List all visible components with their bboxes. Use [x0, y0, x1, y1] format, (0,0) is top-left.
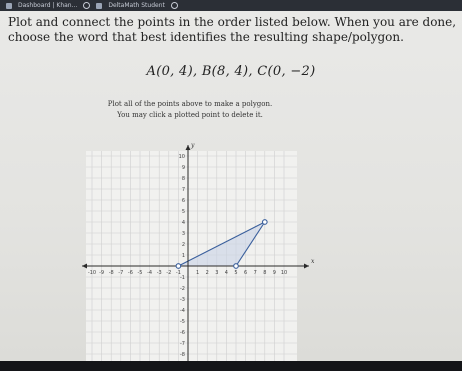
x-tick-label: -10 [87, 270, 97, 276]
y-tick-label: -8 [180, 352, 185, 358]
hint-plot-points: Plot all of the points above to make a polygon. [107, 100, 273, 108]
points-expression: A(0, 4), B(8, 4), C(0, −2) [146, 64, 316, 79]
y-tick-label: 3 [181, 231, 185, 237]
x-tick-label: 3 [215, 270, 219, 276]
plotted-point[interactable] [234, 264, 239, 269]
x-tick-label: 4 [224, 270, 228, 276]
tab-favicon-icon [96, 3, 102, 9]
tab-khan[interactable]: Dashboard | Khan... [18, 2, 78, 9]
loading-icon [171, 2, 178, 9]
x-tick-label: -7 [118, 270, 124, 276]
y-tick-label: -5 [180, 319, 185, 325]
x-tick-label: -1 [175, 270, 181, 276]
y-tick-label: -7 [180, 341, 185, 347]
x-axis-arrow-right-icon [304, 264, 309, 269]
y-axis-arrow-up-icon [186, 145, 191, 150]
y-tick-label: -3 [180, 297, 185, 303]
y-tick-label: 7 [181, 187, 185, 193]
plotted-point[interactable] [176, 264, 181, 269]
bottom-bar [0, 361, 462, 371]
browser-tab-bar [0, 0, 462, 11]
y-tick-label: -2 [180, 286, 185, 292]
grid [86, 151, 297, 361]
x-tick-label: -9 [99, 270, 105, 276]
problem-page [0, 11, 462, 361]
y-tick-label: 9 [181, 165, 185, 171]
tab-deltamath[interactable]: DeltaMath Student [108, 2, 165, 9]
x-tick-label: 9 [272, 270, 276, 276]
loading-icon [83, 2, 90, 9]
x-tick-label: 8 [263, 270, 267, 276]
y-tick-label: 5 [181, 209, 185, 215]
y-tick-label: 10 [178, 154, 185, 160]
x-tick-label: -8 [108, 270, 114, 276]
y-axis-label: y [191, 142, 195, 149]
coordinate-graph[interactable] [0, 11, 462, 361]
y-tick-label: -1 [180, 275, 185, 281]
x-tick-label: 5 [234, 270, 238, 276]
hint-delete-point: You may click a plotted point to delete it. [117, 111, 263, 119]
y-tick-label: 2 [181, 242, 185, 248]
x-tick-label: 6 [244, 270, 248, 276]
y-tick-label: 6 [181, 198, 185, 204]
y-tick-label: -4 [180, 308, 185, 314]
graph-background [86, 151, 297, 361]
problem-instructions: Plot and connect the points in the order listed below. When you are done, choose the word that best identifies the resulting shape/polygon. [8, 15, 457, 44]
y-tick-label: 4 [181, 220, 185, 226]
x-tick-label: -5 [137, 270, 143, 276]
x-axis-label: x [311, 258, 315, 265]
x-tick-label: -4 [147, 270, 153, 276]
x-tick-label: -3 [156, 270, 162, 276]
y-tick-label: -6 [180, 330, 185, 336]
x-tick-label: -6 [127, 270, 133, 276]
x-tick-label: 10 [280, 270, 288, 276]
plotted-point[interactable] [263, 220, 268, 225]
y-tick-label: 1 [181, 253, 185, 259]
y-tick-label: 8 [181, 176, 185, 182]
x-axis-arrow-left-icon [82, 264, 87, 269]
tab-favicon-icon [6, 3, 12, 9]
x-tick-label: -2 [166, 270, 172, 276]
x-tick-label: 1 [196, 270, 200, 276]
x-tick-label: 2 [205, 270, 209, 276]
x-tick-label: 7 [253, 270, 257, 276]
